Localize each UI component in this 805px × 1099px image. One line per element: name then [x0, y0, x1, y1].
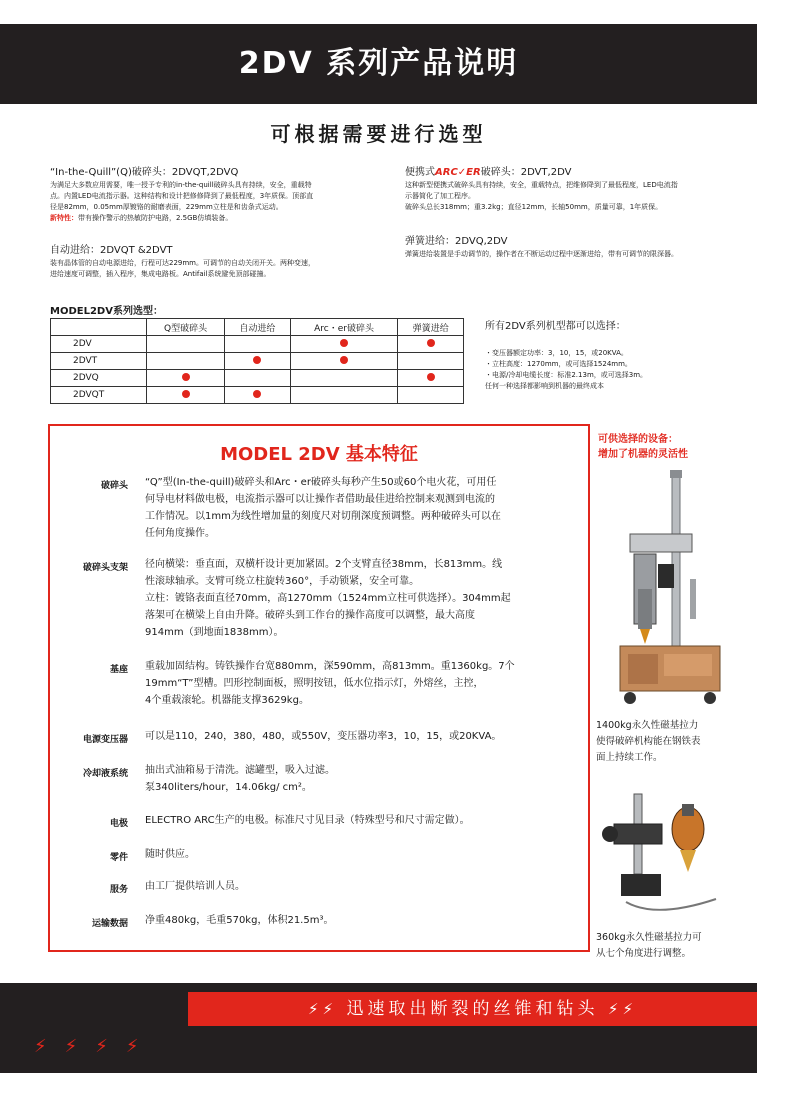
selection-table [50, 318, 464, 404]
mark-cell [225, 387, 291, 404]
auto-feed-line: 进给速度可调整，插入程序，集成电路板。Antifail系统避免顶部碰撞。 [50, 270, 271, 278]
portable-prefix: 便携式 [405, 167, 435, 178]
mark-cell [398, 353, 464, 370]
feature-line: 4个重载滚轮。机器能支撑3629kg。 [145, 695, 309, 706]
spring-section [405, 235, 750, 260]
feature-line: 914mm（到地面1838mm）。 [145, 627, 284, 638]
feature-line: 泵340liters/hour，14.06kg/ cm²。 [145, 782, 312, 793]
q-head-title: “In-the-Quill”(Q)破碎头：2DVQT,2DVQ [50, 167, 239, 178]
selected-dot [253, 356, 261, 364]
selected-dot [340, 356, 348, 364]
page-subtitle: 可根据需要进行选型 [270, 122, 487, 146]
feature-label: 破碎头支架 [82, 563, 128, 573]
lightning-icon: ⚡ [607, 1000, 623, 1018]
mark-cell [290, 370, 398, 387]
selected-dot [253, 390, 261, 398]
portable-section [405, 166, 750, 213]
mark-cell [290, 387, 398, 404]
mark-cell [225, 336, 291, 353]
q-head-section [50, 166, 385, 224]
selected-dot [182, 390, 190, 398]
mark-cell [225, 353, 291, 370]
mark-cell [225, 370, 291, 387]
table-header [51, 319, 147, 336]
feature-text [145, 912, 545, 929]
lightning-icon: ⚡ [64, 1036, 96, 1057]
mark-cell [290, 353, 398, 370]
feature-label: 冷却液系统 [82, 769, 128, 779]
table-row [51, 387, 464, 404]
arcer-logo [435, 167, 481, 178]
portable-suffix: 破碎头：2DVT,2DV [480, 167, 572, 178]
portable-line: 这种新型便携式破碎头具有持续，安全，重载特点，把维修降到了最低程度，LED电流指 [405, 181, 678, 189]
mark-cell [398, 370, 464, 387]
feature-line: 任何角度操作。 [145, 528, 215, 539]
feature-line: ELECTRO ARC生产的电极。标准尺寸见目录（特殊型号和尺寸需定做）。 [145, 815, 470, 826]
feature-line: 净重480kg，毛重570kg，体积21.5m³。 [145, 915, 334, 926]
feature-line: 随时供应。 [145, 849, 195, 860]
lightning-icon: ⚡ [34, 1036, 65, 1057]
model-cell: 2DV [51, 336, 147, 353]
arcer-logo-part: ER [466, 167, 481, 178]
feature-line: 性滚球轴承。支臂可绕立柱旋转360°，手动锁紧，安全可靠。 [145, 576, 420, 587]
mark-cell [398, 336, 464, 353]
mark-cell [147, 353, 225, 370]
caption-line: 使得破碎机构能在钢铁表 [596, 736, 701, 747]
q-head-line: 径是82mm，0.05mm厚镀铬的耐磨表面，229mm立柱是和齿条式运动。 [50, 203, 283, 211]
q-head-line: 点。内置LED电流指示器。这种结构和设计把修修降到了最低程度，3年质保。顶部直 [50, 192, 314, 200]
lightning-icon: ⚡ [125, 1036, 157, 1057]
new-feature-label: 新特性： [50, 214, 78, 222]
selected-dot [182, 373, 190, 381]
table-header: Arc・er破碎头 [290, 319, 398, 336]
portable-line: 示器简化了加工程序。 [405, 192, 475, 200]
feature-text [145, 474, 545, 542]
feature-label: 电源变压器 [82, 735, 128, 745]
caption-magnet-360 [596, 930, 702, 962]
caption-magnet-1400 [596, 718, 701, 766]
mark-cell [147, 336, 225, 353]
table-row [51, 353, 464, 370]
footer-slogan [188, 992, 757, 1026]
auto-feed-title: 自动进给：2DVQT &2DVT [50, 245, 173, 256]
caption-line: 1400kg永久性磁基拉力 [596, 720, 699, 731]
selected-dot [340, 339, 348, 347]
feature-line: 何导电材料做电极，电流指示器可以让操作者借助最佳进给控制来观测到电流的 [145, 494, 495, 505]
selection-header-row [51, 319, 464, 336]
option-item: ・立柱高度：1270mm，或可选择1524mm。 [485, 360, 632, 368]
feature-label: 电极 [109, 819, 128, 829]
mark-cell [398, 387, 464, 404]
option-item: ・电源/冷却电缆长度：标准2.13m，或可选择3m。 [485, 371, 648, 379]
feature-line: 径向横梁：垂直面，双横杆设计更加紧固。2个支臂直径38mm，长813mm。线 [145, 559, 503, 570]
mark-cell [147, 387, 225, 404]
equipment-heading [598, 432, 688, 462]
feature-line: 19mm“T”型槽。凹形控制面板，照明按钮，低水位指示灯，外熔丝，主控， [145, 678, 484, 689]
footer-lightning-row [34, 1036, 157, 1057]
equipment-heading-line: 增加了机器的灵活性 [598, 449, 688, 460]
model-cell: 2DVT [51, 353, 147, 370]
feature-text [145, 556, 545, 641]
arcer-logo-part: ARC [435, 167, 458, 178]
mark-cell [290, 336, 398, 353]
feature-line: 立柱：镀铬表面直径70mm，高1270mm（1524mm立柱可供选择）。304mm起 [145, 593, 511, 604]
feature-line: 落架可在横梁上自由升降。破碎头到工作台的操作高度可以调整，最大高度 [145, 610, 475, 621]
options-title: 所有2DV系列机型都可以选择： [485, 321, 626, 332]
table-header: 自动进给 [225, 319, 291, 336]
lightning-icon: ⚡ [322, 1000, 338, 1018]
feature-line: 重载加固结构。铸铁操作台宽880mm，深590mm，高813mm。重1360kg。7个 [145, 661, 515, 672]
features-title: MODEL 2DV 基本特征 [220, 444, 418, 465]
feature-text [145, 846, 545, 863]
feature-label: 基座 [109, 665, 128, 675]
feature-line: 抽出式油箱易于清洗。滤罐型，吸入过滤。 [145, 765, 335, 776]
equipment-heading-line: 可供选择的设备： [598, 434, 678, 445]
auto-feed-line: 装有晶体管的自动电源进给，行程可达229mm。可调节的自动关闭开关。两种变速， [50, 259, 315, 267]
feature-text [145, 812, 545, 829]
caption-line: 从七个角度进行调整。 [596, 948, 692, 959]
table-header: Q型破碎头 [147, 319, 225, 336]
feature-line: “Q”型(In-the-quill)破碎头和Arc・er破碎头每秒产生50或60个电火花，可用任 [145, 477, 497, 488]
q-head-new-feature [50, 213, 385, 224]
table-row [51, 336, 464, 353]
table-row [51, 370, 464, 387]
q-head-line: 为满足大多数应用需要，唯一授予专利的in-the-quill破碎头具有持续，安全，重载特 [50, 181, 312, 189]
feature-label: 运输数据 [91, 919, 128, 929]
option-item: 任何一种选择都影响到机器的最终成本 [485, 382, 604, 390]
portable-title [405, 166, 750, 180]
model-cell: 2DVQT [51, 387, 147, 404]
feature-line: 工作情况。以1mm为线性增加量的刻度尺对切削深度预调整。两种破碎头可以在 [145, 511, 501, 522]
lightning-icon: ⚡ [308, 1000, 323, 1018]
arcer-logo-sep: ✓ [457, 167, 467, 178]
feature-label: 破碎头 [100, 481, 128, 491]
page-title: 2DV 系列产品说明 [238, 46, 519, 81]
mark-cell [147, 370, 225, 387]
feature-text [145, 728, 545, 745]
caption-line: 360kg永久性磁基拉力可 [596, 932, 702, 943]
selected-dot [427, 373, 435, 381]
spring-line: 弹簧进给装置是手动调节的，操作者在不断运动过程中逐渐进给，带有可调节的限深器。 [405, 250, 678, 258]
selection-title: MODEL2DV系列选型： [50, 306, 163, 317]
option-item: ・变压器额定功率：3，10，15，或20KVA。 [485, 349, 628, 357]
feature-line: 由工厂提供培训人员。 [145, 881, 245, 892]
options-section [485, 320, 745, 392]
model-cell: 2DVQ [51, 370, 147, 387]
auto-feed-section [50, 244, 385, 280]
feature-line: 可以是110，240，380，480，或550V，变压器功率3，10，15，或20KVA。 [145, 731, 502, 742]
caption-line: 面上持续工作。 [596, 752, 663, 763]
machine-photo [600, 464, 725, 714]
portable-line: 破碎头总长318mm；重3.2kg；直径12mm，长轴50mm，质量可靠，1年质保。 [405, 203, 663, 211]
lightning-icon: ⚡ [95, 1036, 126, 1057]
feature-label: 服务 [109, 885, 128, 895]
spring-title: 弹簧进给：2DVQ,2DV [405, 236, 508, 247]
selected-dot [427, 339, 435, 347]
feature-text [145, 658, 545, 709]
feature-text [145, 878, 545, 895]
lightning-icon: ⚡ [622, 1000, 637, 1018]
feature-text [145, 762, 545, 796]
table-header: 弹簧进给 [398, 319, 464, 336]
portable-head-photo [596, 784, 726, 924]
header-bar [0, 24, 757, 104]
new-feature-text: 带有操作警示的热敏防护电路，2.5GB仿填装备。 [78, 214, 233, 222]
feature-label: 零件 [109, 853, 128, 863]
slogan-text: 迅速取出断裂的丝锥和钻头 [346, 999, 599, 1019]
